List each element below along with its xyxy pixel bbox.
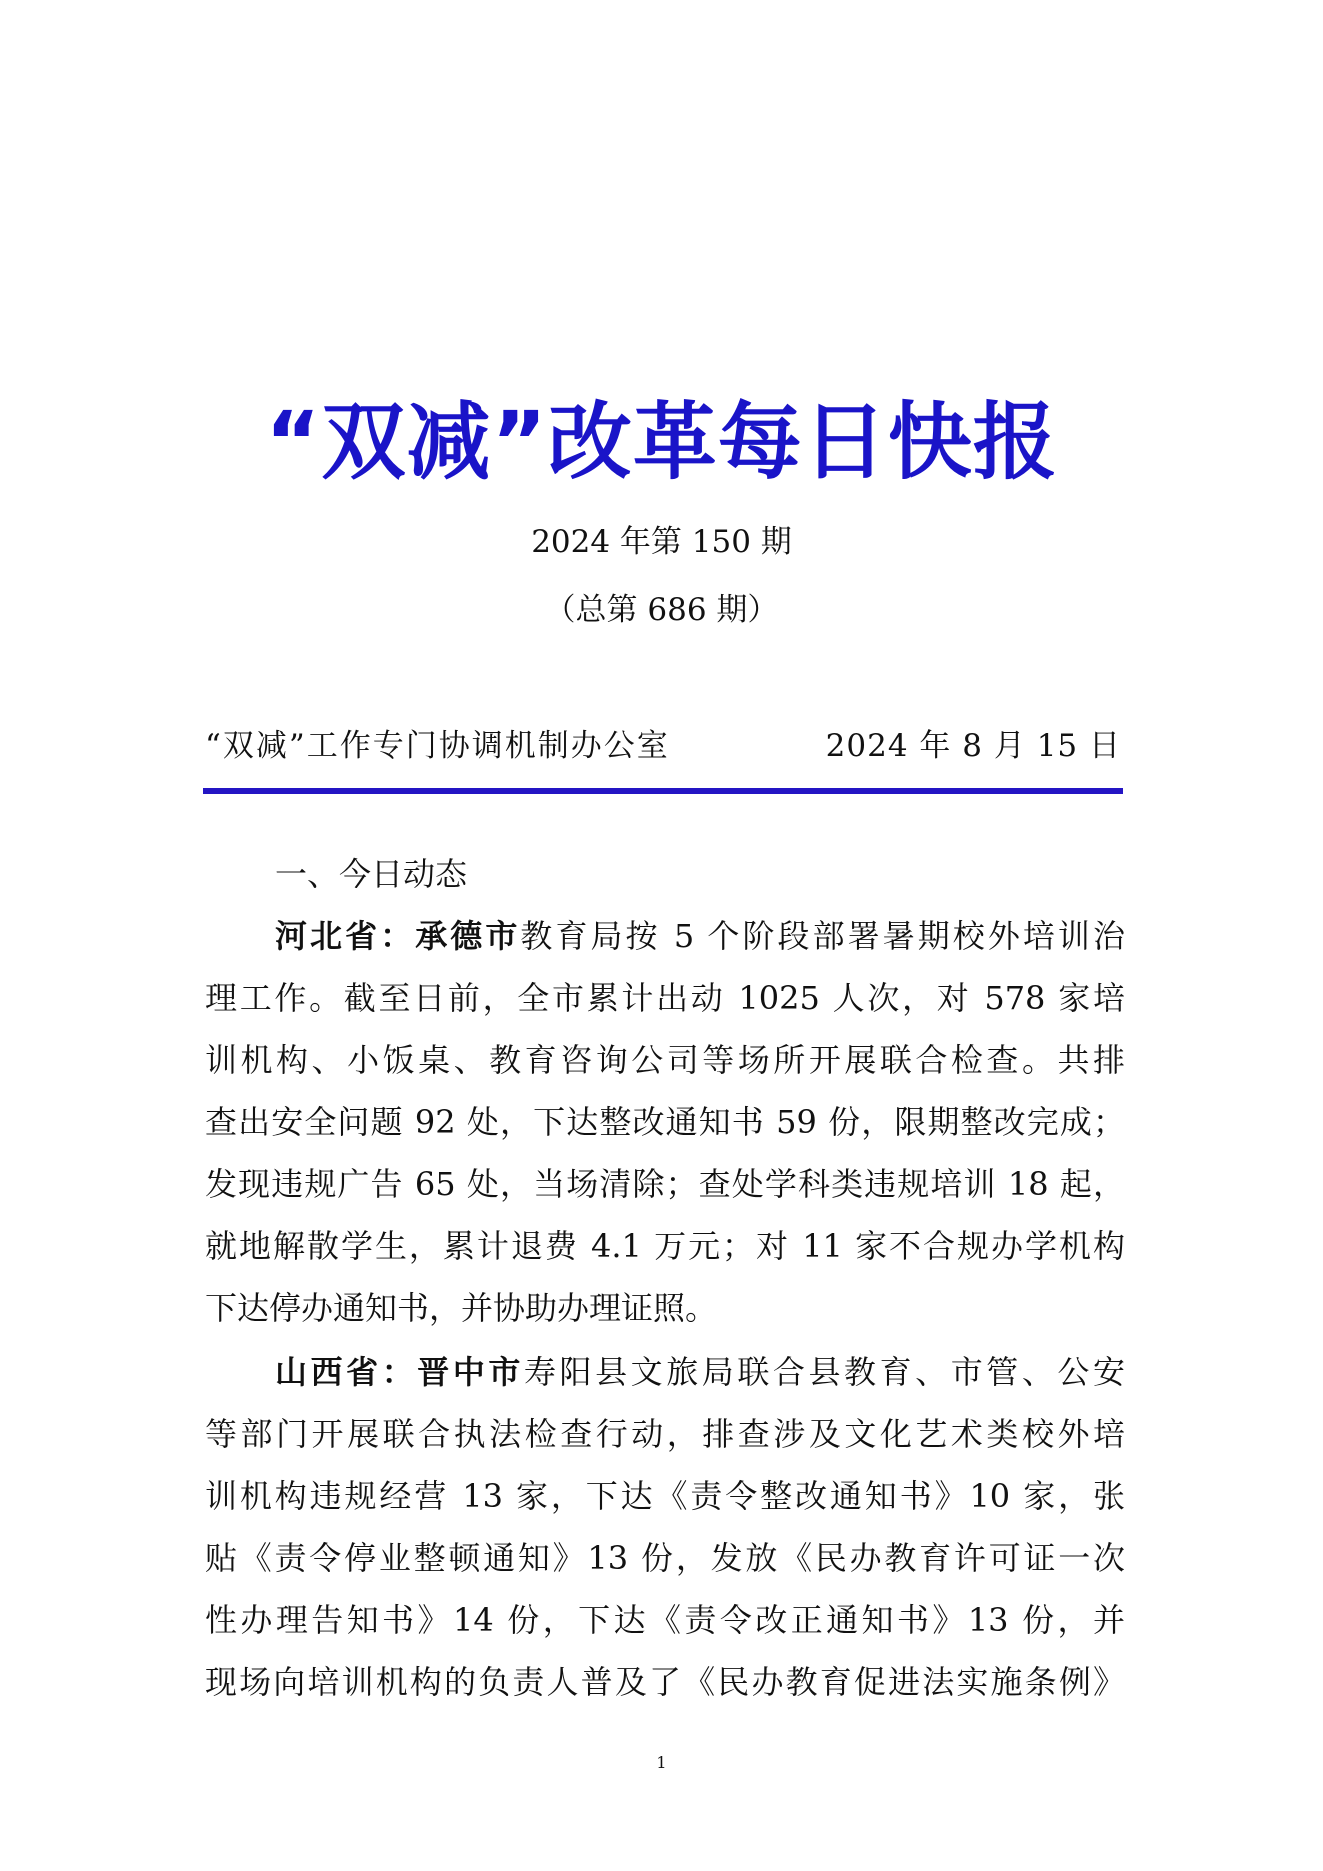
paragraph-hebei-line-4: 查出安全问题 92 处，下达整改通知书 59 份，限期整改完成； [205,1103,1125,1141]
paragraph-shanxi-line-4: 贴《责令停业整顿通知》13 份，发放《民办教育许可证一次 [205,1539,1125,1577]
line-text: 寿阳县文旅局联合县教育、市管、公安 [523,1353,1125,1391]
issuing-office: “双减”工作专门协调机制办公室 [205,728,670,764]
paragraph-shanxi-line-5: 性办理告知书》14 份，下达《责令改正通知书》13 份，并 [205,1601,1125,1639]
page-number: 1 [656,1753,667,1772]
issue-total-number: （总第 686 期） [544,592,779,628]
paragraph-hebei-line-5: 发现违规广告 65 处，当场清除；查处学科类违规培训 18 起， [205,1165,1125,1203]
paragraph-hebei-line-2: 理工作。截至日前，全市累计出动 1025 人次，对 578 家培 [205,979,1125,1017]
city-label: 承德市 [415,917,521,955]
city-label: 晋中市 [417,1353,524,1391]
report-title: “双减”改革每日快报 [265,393,1058,491]
issue-number: 2024 年第 150 期 [531,524,792,560]
paragraph-hebei-line-3: 训机构、小饭桌、教育咨询公司等场所开展联合检查。共排 [205,1041,1125,1079]
paragraph-shanxi-line-1 [275,1350,1125,1394]
issue-date: 2024 年 8 月 15 日 [825,728,1121,764]
paragraph-shanxi-line-6: 现场向培训机构的负责人普及了《民办教育促进法实施条例》 [205,1663,1125,1701]
paragraph-hebei-line-7: 下达停办通知书，并协助办理证照。 [205,1289,718,1327]
region-label: 山西省： [275,1353,418,1391]
paragraph-hebei-line-6: 就地解散学生，累计退费 4.1 万元；对 11 家不合规办学机构 [205,1227,1125,1265]
paragraph-shanxi-line-2: 等部门开展联合执法检查行动，排查涉及文化艺术类校外培 [205,1415,1125,1453]
region-label: 河北省： [275,917,416,955]
line-text: 教育局按 5 个阶段部署暑期校外培训治 [520,917,1125,955]
section-heading: 一、今日动态 [275,855,468,893]
paragraph-hebei-line-1 [275,914,1125,958]
header-divider [203,788,1123,794]
paragraph-shanxi-line-3: 训机构违规经营 13 家，下达《责令整改通知书》10 家，张 [205,1477,1125,1515]
